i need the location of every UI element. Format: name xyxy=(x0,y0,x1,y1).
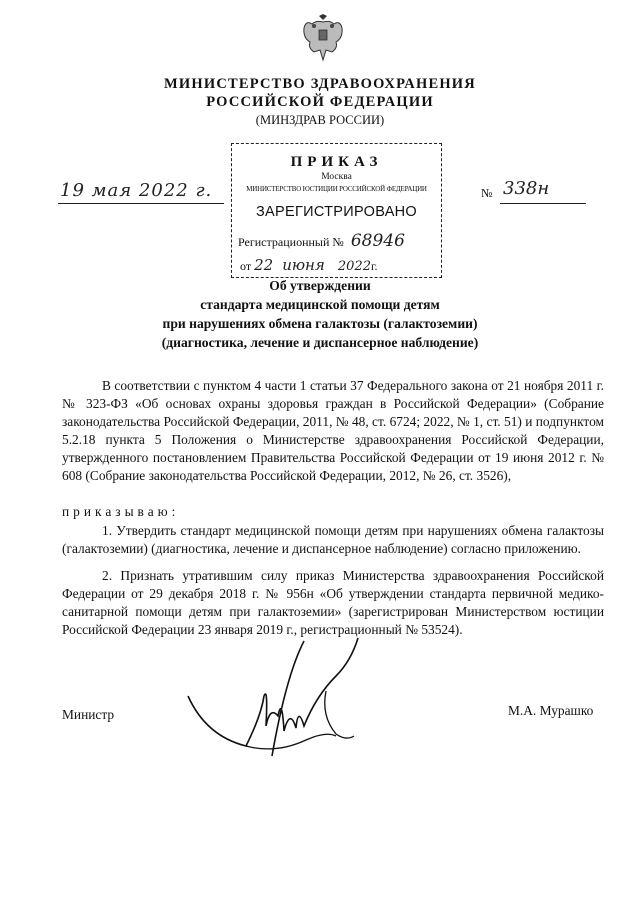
stamp-reg-label: Регистрационный № xyxy=(238,235,344,249)
title-line4: (диагностика, лечение и диспансерное наблюдение) xyxy=(161,335,479,350)
signer-position: Министр xyxy=(62,707,115,722)
number-prefix: № xyxy=(481,186,493,200)
stamp-date-day: 22 xyxy=(254,256,274,274)
number-underline xyxy=(500,203,586,204)
item-1: 1. Утвердить стандарт медицинской помощи детям при нарушениях обмена галактозы (галактоземии) (диагностика, лечение и диспансерное наблюдение) согласно приложению. xyxy=(62,523,604,556)
order-number: 338н xyxy=(503,178,550,199)
preamble-block xyxy=(62,377,604,485)
doc-type: ПРИКАЗ xyxy=(290,154,383,170)
item-1-block xyxy=(62,522,604,558)
stamp-date-month: июня xyxy=(282,256,325,274)
city: Москва xyxy=(321,172,352,182)
coat-of-arms-icon xyxy=(300,14,346,64)
registration-stamp xyxy=(231,143,442,278)
item-2: 2. Признать утратившим силу приказ Министерства здравоохранения Российской Федерации от 29 декабря 2018 г. № 956н «Об утверждении стандарта первичной медико-санитарной помощи детям при галактоземии» (зарегистрирован Министерством юстиции Российской Федерации 23 января 2019 г., регистрационный № 53524). xyxy=(62,568,604,637)
ministry-abbreviation: (МИНЗДРАВ РОССИИ) xyxy=(255,113,385,127)
stamp-reg-line xyxy=(238,231,405,251)
title-line1: Об утверждении xyxy=(269,278,371,293)
order-date: 19 мая 2022 г. xyxy=(60,180,213,201)
order-word xyxy=(62,503,604,521)
ministry-name-line2: РОССИЙСКОЙ ФЕДЕРАЦИИ xyxy=(206,94,434,110)
title-line2: стандарта медицинской помощи детям xyxy=(200,297,440,312)
stamp-date-prefix: от xyxy=(240,259,252,273)
stamp-status: ЗАРЕГИСТРИРОВАНО xyxy=(255,204,418,220)
ministry-name-line1: МИНИСТЕРСТВО ЗДРАВООХРАНЕНИЯ xyxy=(164,76,476,92)
handwritten-signature xyxy=(186,636,362,764)
signer-name: М.А. Мурашко xyxy=(508,703,594,718)
item-2-block xyxy=(62,567,604,639)
title-line3: при нарушениях обмена галактозы (галактоземии) xyxy=(162,316,478,331)
preamble: В соответствии с пунктом 4 части 1 статьи 37 Федерального закона от 21 ноября 2011 г. № 323-ФЗ «Об основах охраны здоровья граждан в Российской Федерации» (Собрание законодательства Российской Федерации, 2011, № 48, ст. 6724; 2022, № 1, ст. 51) и подпунктом 5.2.18 пункта 5 Положения о Министерстве здравоохранения Российской Федерации, утвержденного постановлением Правительства Российской Федерации от 19 июня 2012 г. № 608 (Собрание законодательства Российской Федерации, 2012, № 26, ст. 3526), xyxy=(62,378,604,483)
date-underline xyxy=(58,203,224,204)
stamp-date-suffix: г. xyxy=(370,259,378,273)
order-word-text: приказываю: xyxy=(62,504,180,519)
stamp-date-year: 2022 xyxy=(337,259,371,274)
stamp-ministry: МИНИСТЕРСТВО ЮСТИЦИИ РОССИЙСКОЙ ФЕДЕРАЦИИ xyxy=(246,185,427,193)
stamp-reg-number: 68946 xyxy=(350,231,405,251)
stamp-date-line xyxy=(240,256,378,274)
